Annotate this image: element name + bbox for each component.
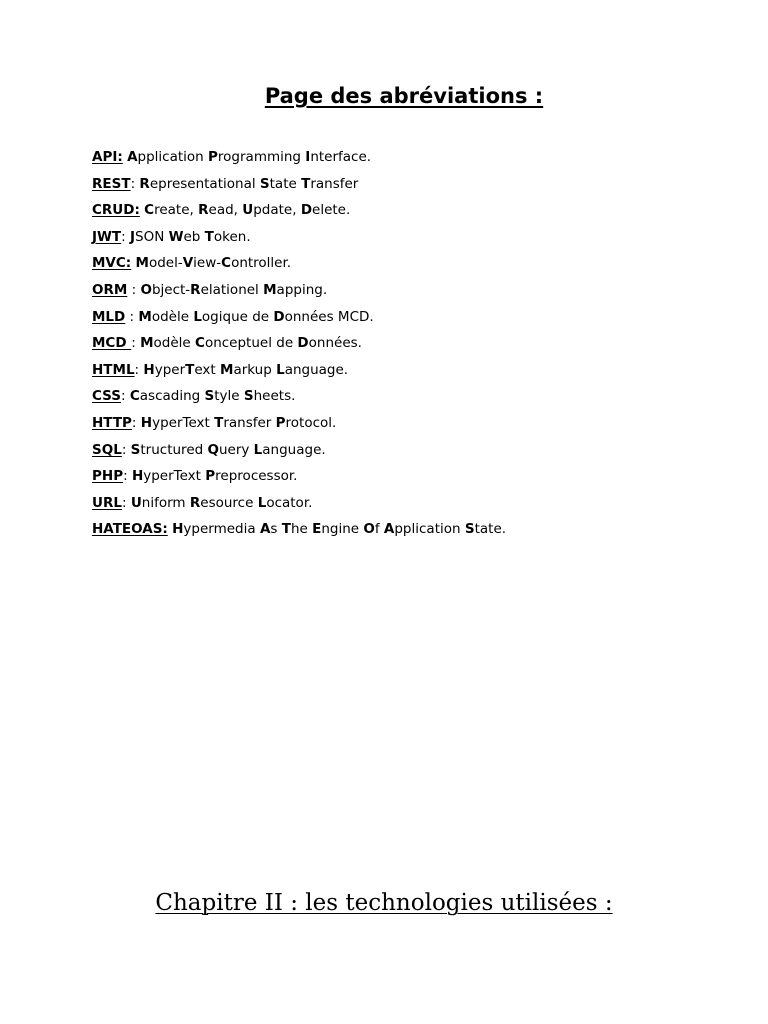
abbreviation-item <box>92 226 752 253</box>
abbreviation-term: MCD <box>92 335 132 352</box>
page-title: Page des abréviations : <box>264 84 544 108</box>
abbreviation-item <box>92 306 752 333</box>
abbreviation-definition: HyperText Preprocessor. <box>131 468 298 485</box>
abbreviation-separator: : <box>134 361 144 378</box>
abbreviation-term: SQL <box>92 441 122 458</box>
abbreviation-item <box>92 173 752 200</box>
abbreviation-term: URL <box>92 494 122 511</box>
abbreviation-item <box>92 518 752 545</box>
abbreviation-definition: Hypermedia As The Engine Of Application State. <box>172 521 507 538</box>
abbreviation-definition: HyperText Markup Language. <box>143 361 349 378</box>
abbreviation-item <box>92 252 752 279</box>
abbreviation-item <box>92 146 752 173</box>
abbreviation-item <box>92 439 752 466</box>
abbreviation-item <box>92 492 752 519</box>
abbreviation-definition: Application Programming Interface. <box>127 149 372 165</box>
abbreviation-definition: Cascading Style Sheets. <box>129 388 296 405</box>
abbreviation-separator: : <box>131 414 141 431</box>
abbreviation-item <box>92 332 752 359</box>
abbreviation-term: CSS <box>92 388 121 405</box>
chapter-title: Chapitre II : les technologies utilisées : <box>155 890 613 916</box>
abbreviation-term: ORM <box>92 281 128 298</box>
abbreviation-definition: Representational State Transfer <box>139 175 359 192</box>
abbreviation-separator: : <box>127 281 141 298</box>
abbreviation-separator: : <box>121 441 131 458</box>
abbreviation-item <box>92 465 752 492</box>
abbreviation-term: HTML <box>92 361 135 378</box>
abbreviation-separator: : <box>125 308 139 325</box>
abbreviation-definition: Modèle Logique de Données MCD. <box>138 308 374 325</box>
abbreviation-definition: Object-Relationel Mapping. <box>140 281 328 298</box>
abbreviation-item <box>92 199 752 226</box>
abbreviation-definition: Model-View-Controller. <box>135 255 292 272</box>
abbreviation-definition: Modèle Conceptuel de Données. <box>140 335 362 352</box>
abbreviation-term: REST <box>92 175 131 192</box>
abbreviation-list <box>92 146 752 545</box>
abbreviation-term: MLD <box>92 308 126 325</box>
abbreviation-item <box>92 359 752 386</box>
abbreviation-separator: : <box>131 335 141 352</box>
abbreviation-term: PHP <box>92 468 124 485</box>
abbreviation-item <box>92 279 752 306</box>
abbreviation-term: CRUD: <box>92 202 140 219</box>
abbreviation-definition: HyperText Transfer Protocol. <box>140 414 337 431</box>
abbreviation-term: MVC: <box>92 255 132 272</box>
abbreviation-term: HATEOAS: <box>92 521 168 538</box>
abbreviation-separator: : <box>123 468 132 485</box>
abbreviation-item <box>92 385 752 412</box>
abbreviation-definition: Uniform Resource Locator. <box>130 494 313 511</box>
abbreviation-separator: : <box>130 175 140 192</box>
abbreviation-term: API: <box>92 149 123 165</box>
abbreviation-definition: Structured Query Language. <box>130 441 326 458</box>
abbreviation-term: HTTP <box>92 414 132 431</box>
abbreviation-separator: : <box>121 494 131 511</box>
abbreviation-term: JWT <box>92 228 122 245</box>
abbreviation-definition: Create, Read, Update, Delete. <box>144 202 351 219</box>
abbreviation-separator: : <box>121 388 130 405</box>
abbreviation-item <box>92 412 752 439</box>
abbreviation-definition: JSON Web Token. <box>129 228 251 245</box>
abbreviation-separator: : <box>121 228 130 245</box>
